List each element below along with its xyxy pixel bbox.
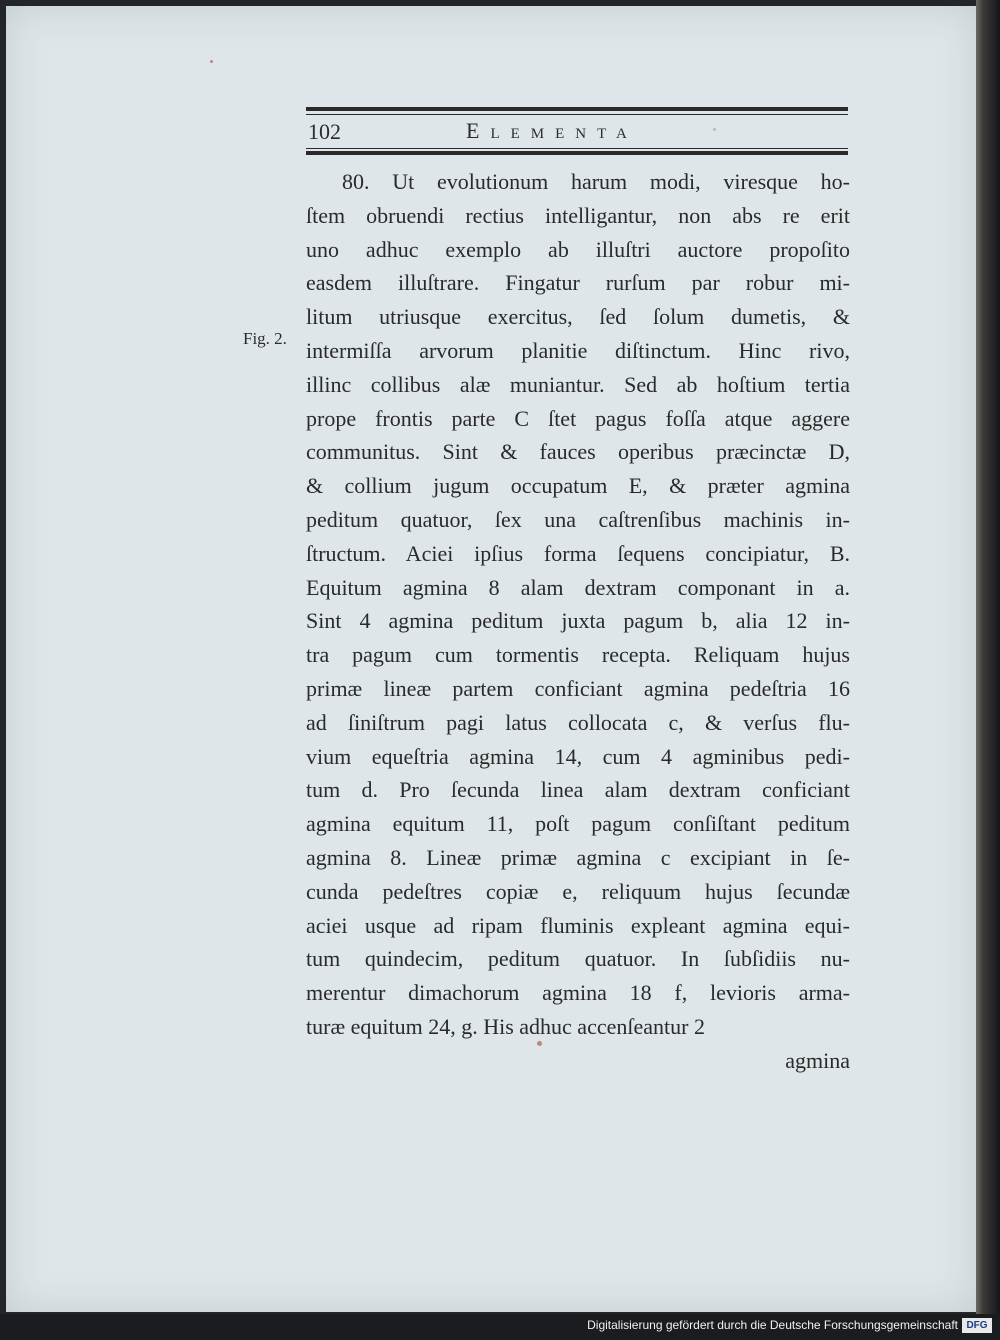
text-line: 80. Ut evolutionum harum modi, viresque ho- (342, 169, 850, 194)
text-line: ſtructum. Aciei ipſius forma ſequens concipiatur, B. (306, 540, 850, 566)
catchword: agmina (785, 1047, 850, 1073)
figure-margin-note: Fig. 2. (243, 329, 287, 348)
text-line: easdem illuſtrare. Fingatur rurſum par robur mi- (306, 270, 850, 296)
text-line: ad ſiniſtrum pagi latus collocata c, & verſus flu- (306, 709, 850, 735)
header-rule-bottom (306, 151, 848, 155)
page-edge (976, 0, 1000, 1340)
text-line: peditum quatuor, ſex una caſtrenſibus machinis in- (306, 506, 850, 532)
funding-credit: Digitalisierung gefördert durch die Deutsche Forschungsgemeinschaft (587, 1318, 958, 1332)
paper-speck (537, 1041, 542, 1046)
paper-speck (210, 60, 213, 63)
text-line: agmina 8. Lineæ primæ agmina c excipiant in ſe- (306, 844, 850, 870)
running-title: Elementa (466, 118, 638, 143)
text-line: ſtem obruendi rectius intelligantur, non abs re erit (306, 202, 850, 228)
text-line: agmina equitum 11, poſt pagum conſiſtant peditum (306, 811, 850, 837)
text-line: merentur dimachorum agmina 18 f, levioris arma- (306, 980, 850, 1006)
text-line: cunda pedeſtres copiæ e, reliquum hujus ſecundæ (306, 878, 850, 904)
text-line: & collium jugum occupatum E, & præter agmina (306, 473, 850, 499)
text-line: tum quindecim, peditum quatuor. In ſubſidiis nu- (306, 946, 850, 972)
text-line: turæ equitum 24, g. His adhuc accenſeantur 2 (306, 1013, 705, 1039)
header-rule-bottom-thin (306, 148, 848, 149)
text-line: Sint 4 agmina peditum juxta pagum b, alia 12 in- (306, 608, 850, 634)
header-rule-top (306, 107, 848, 111)
text-line: vium equeſtria agmina 14, cum 4 agminibus pedi- (306, 743, 850, 769)
text-line: primæ lineæ partem conficiant agmina pedeſtria 16 (306, 675, 850, 701)
header-rule-top-thin (306, 114, 848, 115)
paper-speck (713, 128, 716, 131)
text-line: aciei usque ad ripam fluminis expleant agmina equi- (306, 912, 850, 938)
text-line: tra pagum cum tormentis recepta. Reliquam hujus (306, 642, 850, 668)
text-line: litum utriusque exercitus, ſed ſolum dumetis, & (306, 304, 850, 330)
text-line: illinc collibus alæ muniantur. Sed ab hoſtium tertia (306, 371, 850, 397)
text-line: tum d. Pro ſecunda linea alam dextram conficiant (306, 777, 850, 803)
text-line: intermiſſa arvorum planitie diſtinctum. Hinc rivo, (306, 337, 850, 363)
text-line: prope frontis parte C ſtet pagus foſſa atque aggere (306, 405, 850, 431)
page-number: 102 (308, 119, 341, 144)
body-text (306, 165, 850, 1078)
text-line: Equitum agmina 8 alam dextram componant in a. (306, 574, 850, 600)
text-line: uno adhuc exemplo ab illuſtri auctore propoſito (306, 236, 850, 262)
text-line: communitus. Sint & fauces operibus præcinctæ D, (306, 439, 850, 465)
dfg-logo: DFG (962, 1318, 992, 1333)
